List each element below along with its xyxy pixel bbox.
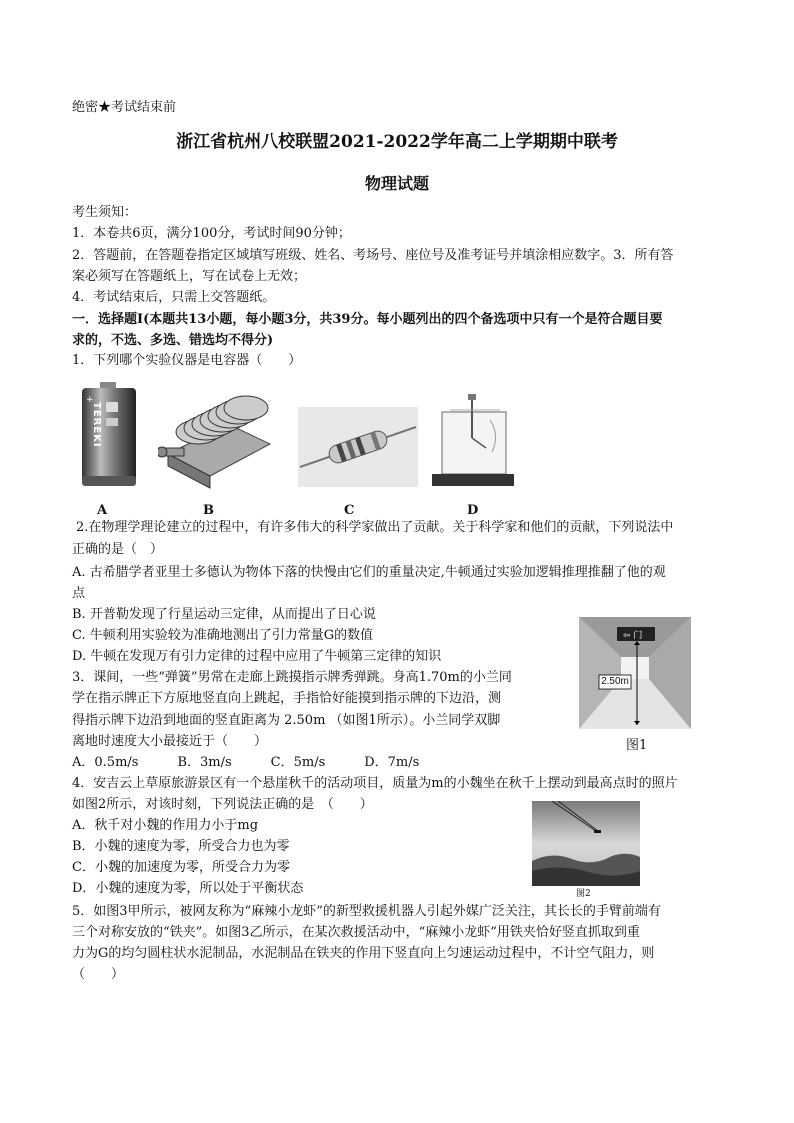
q4-option-d: D．小魏的速度为零，所以处于平衡状态 [72, 881, 304, 896]
q4-stem-1: 4．安吉云上草原旅游景区有一个悬崖秋千的活动项目，质量为m的小魏坐在秋千上摆动到最高点时的照片 [72, 776, 678, 791]
q2-option-b: B. 开普勒发现了行星运动三定律，从而提出了日心说 [72, 607, 376, 622]
section-heading-line-2: 求的，不选、多选、错选均不得分) [72, 333, 274, 348]
q3-options: A．0.5m/s B．3m/s C．5m/s D．7m/s [72, 755, 420, 770]
q1-label-d: D [467, 503, 479, 518]
battery-image [76, 380, 142, 490]
notice-heading: 考生须知： [72, 205, 138, 220]
q1-label-b: B [203, 503, 214, 518]
q2-stem-1: 2.在物理学理论建立的过程中，有许多伟大的科学家做出了贡献。关于科学家和他们的贡献，下列说法中 [76, 520, 674, 535]
cliff-swing-figure [532, 801, 640, 886]
q3-stem-4: 离地时速度大小最接近于（ ） [72, 734, 268, 749]
q5-stem-3: 力为G的均匀圆柱状水泥制品，水泥制品在铁夹的作用下竖直向上匀速运动过程中，不计空气阻力，则 [72, 946, 655, 961]
q2-option-a-1: A. 古希腊学者亚里士多德认为物体下落的快慢由它们的重量决定,牛顿通过实验加逻辑推理推翻了他的观 [72, 565, 666, 580]
corridor-figure [579, 617, 691, 729]
q5-stem-4: （ ） [72, 967, 125, 982]
q1-label-a: A [97, 503, 108, 518]
q2-option-a-2: 点 [72, 586, 86, 601]
q2-option-c: C. 牛顿利用实验较为准确地测出了引力常量G的数值 [72, 628, 374, 643]
notice-line-4: 4．考试结束后，只需上交答题纸。 [72, 290, 276, 305]
svg-text:+: + [86, 395, 94, 405]
q2-option-d: D. 牛顿在发现万有引力定律的过程中应用了牛顿第三定律的知识 [72, 649, 442, 664]
svg-text:⇦ 门: ⇦ 门 [623, 631, 643, 641]
q3-stem-1: 3．课间，一些“弹簧”男常在走廊上跳摸指示牌秀弹跳。身高1.70m的小兰同 [72, 670, 512, 685]
resistor-image [298, 407, 418, 487]
notice-line-3: 案必须写在答题纸上，写在试卷上无效； [72, 269, 307, 284]
q3-stem-2: 学在指示牌正下方原地竖直向上跳起，手指恰好能摸到指示牌的下边沿，测 [72, 691, 502, 706]
figure-2-caption: 图2 [576, 889, 591, 899]
q4-option-b: B．小魏的速度为零，所受合力也为零 [72, 839, 290, 854]
q1-stem: 1．下列哪个实验仪器是电容器（ ） [72, 353, 302, 368]
q5-stem-1: 5．如图3甲所示，被网友称为“麻辣小龙虾”的新型救援机器人引起外媒广泛关注，其长长的手臂前端有 [72, 904, 661, 919]
notice-line-1: 1．本卷共6页，满分100分，考试时间90分钟； [72, 226, 351, 241]
q2-stem-2: 正确的是（ ） [72, 542, 164, 557]
variable-capacitor-image [158, 384, 276, 494]
notice-line-2: 2．答题前，在答题卷指定区域填写班级、姓名、考场号、座位号及准考证号并填涂相应数字。3．所有答 [72, 248, 674, 263]
q4-option-a: A．秋千对小魏的作用力小于mg [72, 818, 259, 833]
height-label: 2.50m [601, 676, 629, 687]
section-heading-line-1: 一．选择题Ⅰ(本题共13小题，每小题3分，共39分。每小题列出的四个备选项中只有一个是符合题目要 [72, 312, 663, 327]
exam-title: 浙江省杭州八校联盟2021-2022学年高二上学期期中联考 [176, 132, 618, 152]
q1-label-c: C [344, 503, 355, 518]
confidential-note: 绝密★考试结束前 [72, 100, 177, 115]
q3-stem-3: 得指示牌下边沿到地面的竖直距离为 2.50m （如图1所示）。小兰同学双脚 [72, 713, 501, 728]
q4-option-c: C．小魏的加速度为零，所受合力为零 [72, 860, 290, 875]
figure-1-caption: 图1 [626, 738, 648, 753]
q4-stem-2: 如图2所示，对该时刻，下列说法正确的是 （ ） [72, 797, 373, 812]
battery-brand-text: TEREKI [91, 402, 102, 448]
exam-subtitle: 物理试题 [364, 174, 429, 193]
q5-stem-2: 三个对称安放的“铁夹”。如图3乙所示，在某次救援活动中，“麻辣小龙虾”用铁夹恰好竖直抓取到重 [72, 925, 640, 940]
instrument-image [430, 390, 516, 490]
